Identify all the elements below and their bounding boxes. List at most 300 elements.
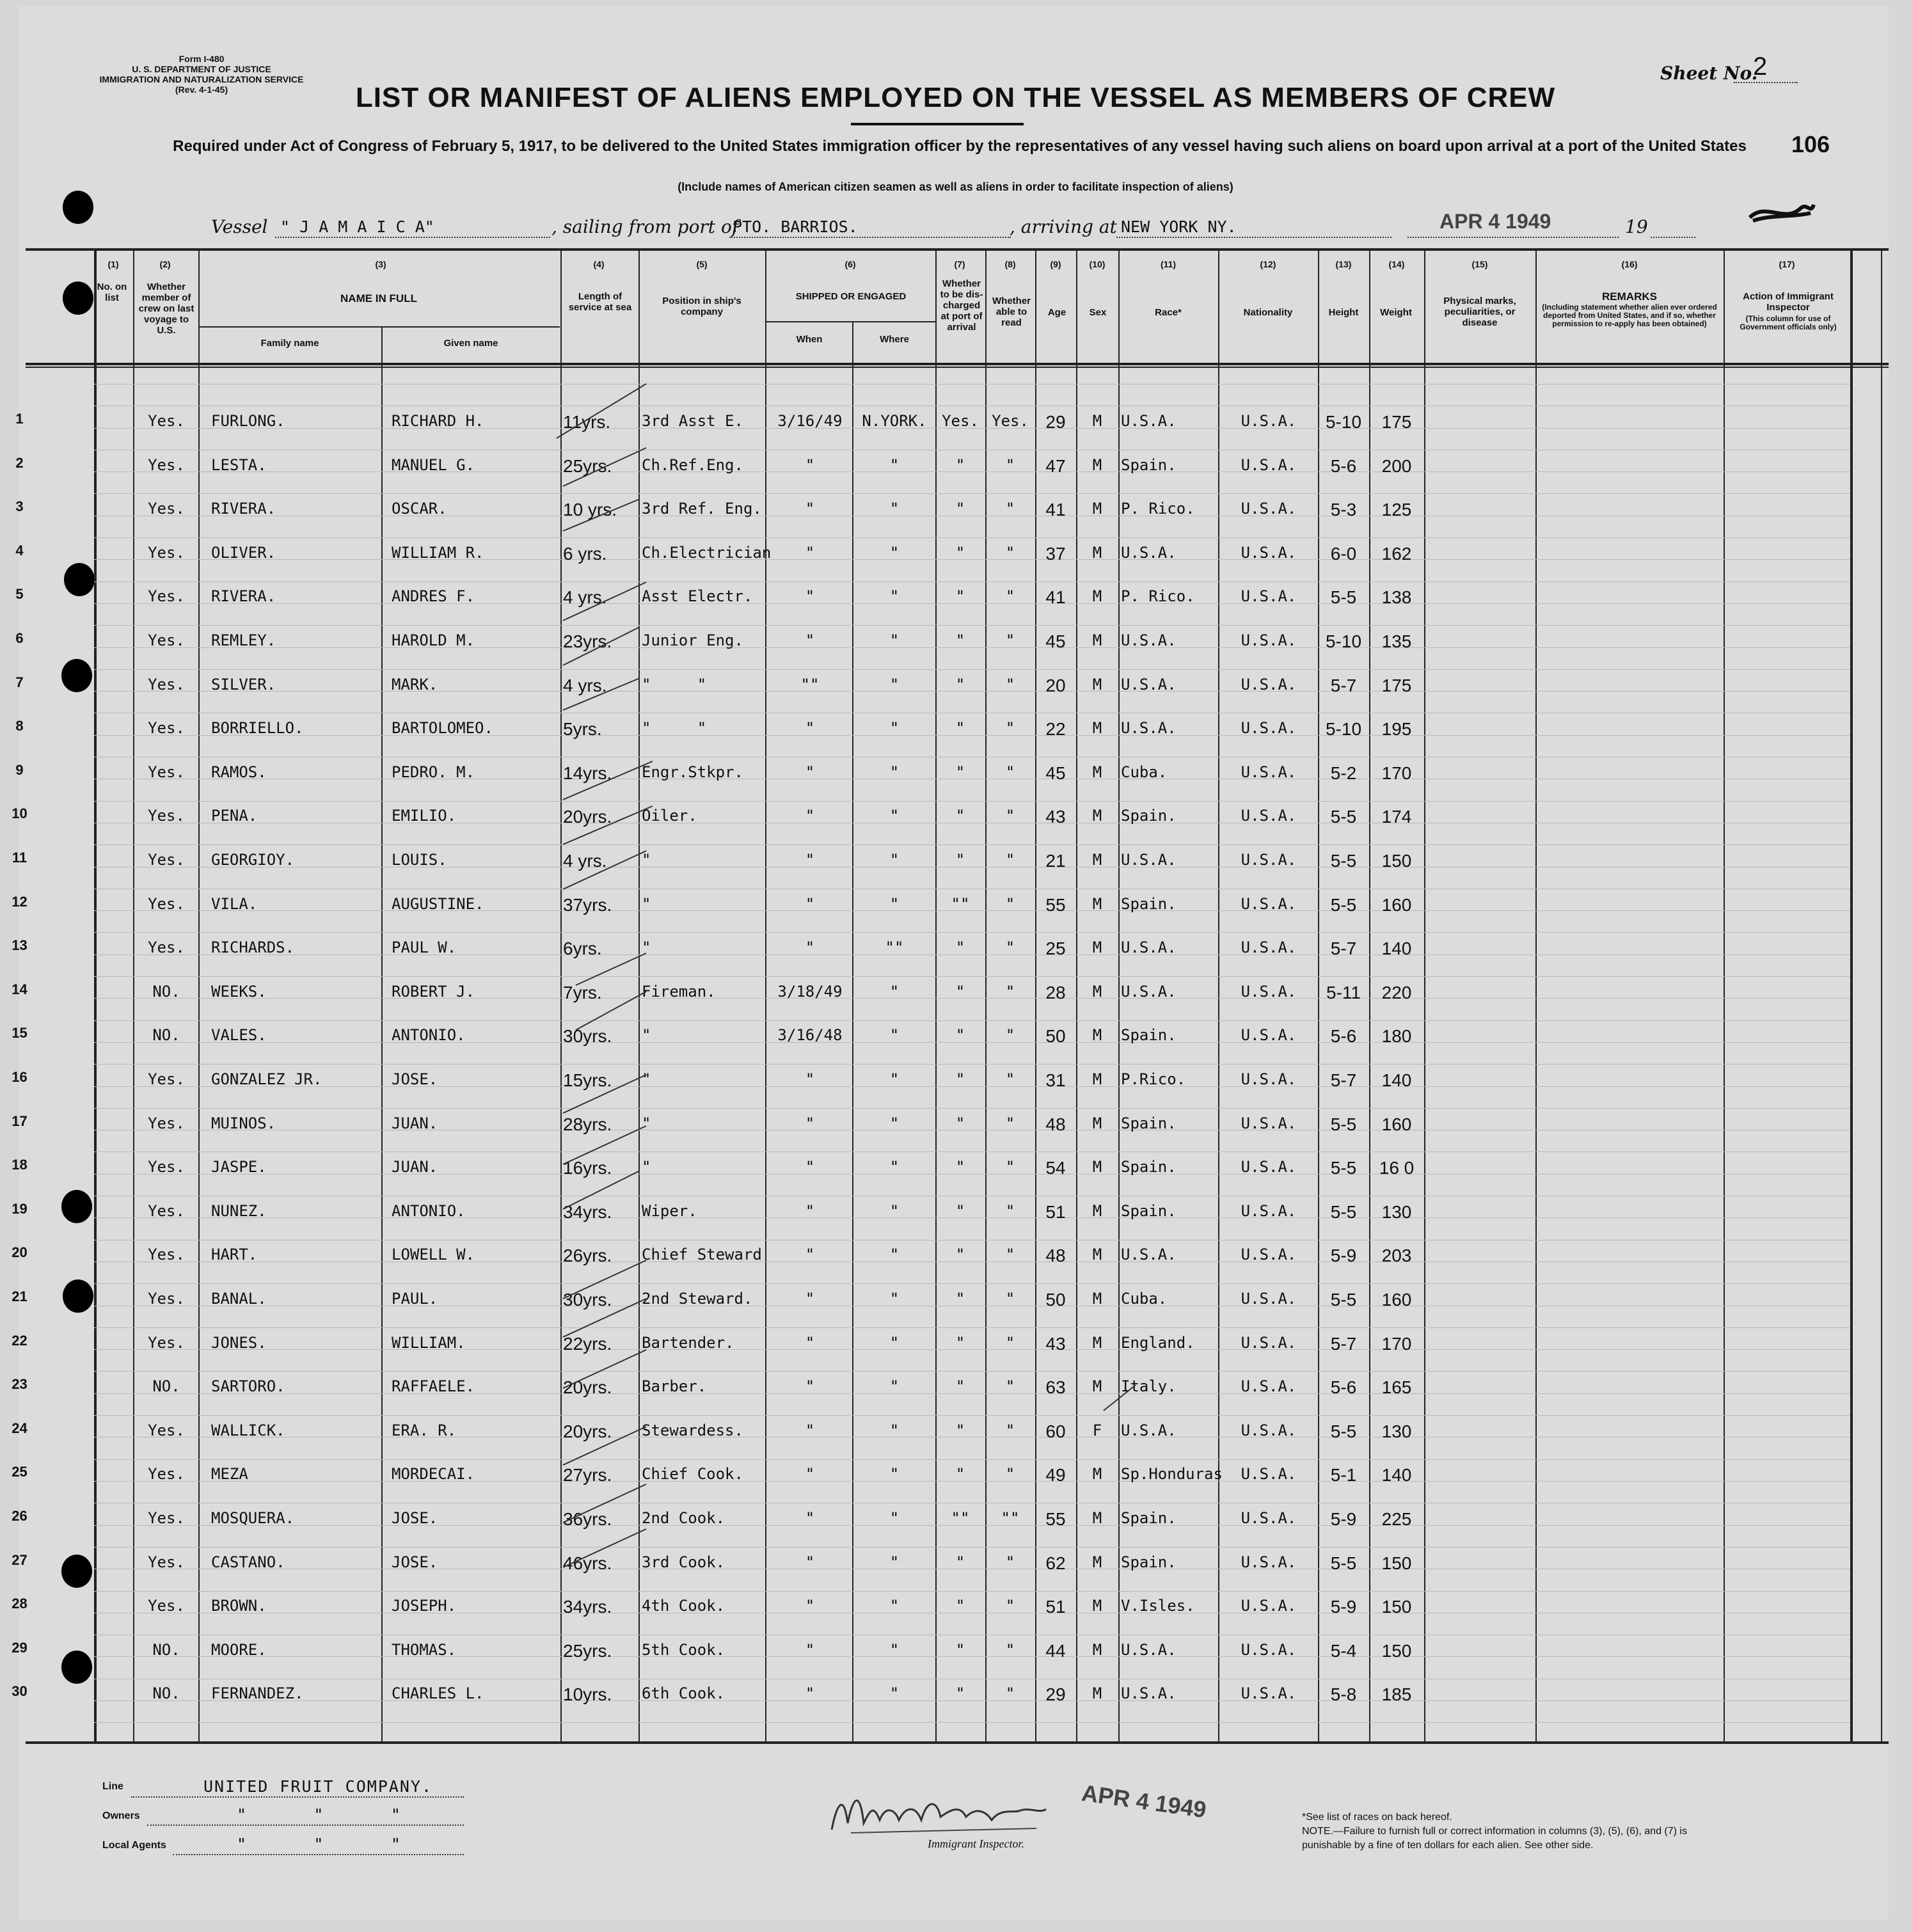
cell-race: U.S.A. — [1121, 938, 1177, 956]
cell-when: " — [805, 631, 815, 649]
cell-weight: 16 0 — [1379, 1158, 1415, 1178]
cell-where: " — [889, 1597, 900, 1615]
cell-last: Yes. — [148, 1597, 185, 1615]
cell-where: " — [889, 456, 900, 474]
cell-sex: M — [1092, 1684, 1102, 1702]
cell-age: 43 — [1045, 1334, 1066, 1354]
cell-age: 50 — [1045, 1290, 1066, 1310]
cell-family: MEZA — [211, 1465, 248, 1483]
cell-sex: M — [1092, 1377, 1102, 1395]
cell-position: Asst Electr. — [642, 587, 753, 605]
cell-read: " — [1005, 631, 1015, 649]
cell-position: Wiper. — [642, 1202, 697, 1220]
table-row — [0, 762, 1911, 788]
cell-height: 5-5 — [1330, 1114, 1357, 1134]
cell-race: U.S.A. — [1121, 1246, 1177, 1263]
cell-disch: " — [955, 1114, 965, 1132]
cell-nat: U.S.A. — [1241, 1597, 1297, 1615]
cell-read: " — [1005, 983, 1015, 1001]
cell-read: " — [1005, 719, 1015, 737]
cell-no: 21 — [12, 1288, 28, 1304]
cell-race: Spain. — [1121, 1553, 1177, 1571]
cell-age: 63 — [1045, 1377, 1066, 1397]
cell-disch: " — [955, 1597, 965, 1615]
cell-last: Yes. — [148, 500, 185, 518]
cell-disch: " — [955, 1070, 965, 1088]
cell-service: 20yrs. — [563, 1377, 612, 1397]
cell-age: 49 — [1045, 1465, 1066, 1485]
ruled-line — [94, 801, 1850, 802]
cell-height: 5-9 — [1330, 1597, 1357, 1617]
ruled-line — [94, 669, 1850, 670]
col-header-weight: Weight — [1380, 307, 1412, 318]
races-footnote: *See list of races on back hereof. — [1302, 1812, 1452, 1823]
line-field-line — [131, 1796, 464, 1798]
cell-weight: 150 — [1381, 1597, 1412, 1617]
cell-last: Yes. — [148, 895, 185, 913]
cell-position: 6th Cook. — [642, 1684, 726, 1702]
cell-no: 8 — [15, 718, 24, 734]
cell-disch: " — [955, 1334, 965, 1352]
cell-where: N.YORK. — [862, 412, 927, 430]
cell-nat: U.S.A. — [1241, 1202, 1297, 1220]
cell-race: Italy. — [1121, 1377, 1177, 1395]
cell-race: Spain. — [1121, 456, 1177, 474]
form-dept: U. S. DEPARTMENT OF JUSTICE — [132, 64, 271, 74]
table-row — [0, 498, 1911, 524]
cell-position: 3rd Asst E. — [642, 412, 743, 430]
cell-read: " — [1005, 1597, 1015, 1615]
cell-age: 51 — [1045, 1597, 1066, 1617]
scribble-mark — [1747, 195, 1817, 227]
cell-read: " — [1005, 587, 1015, 605]
table-row — [0, 1640, 1911, 1665]
cell-given: JUAN. — [392, 1114, 438, 1132]
cell-given: OSCAR. — [392, 500, 447, 518]
ruled-line — [94, 1722, 1850, 1723]
cell-weight: 185 — [1381, 1684, 1412, 1704]
cell-position: " — [642, 1158, 651, 1176]
cell-height: 5-5 — [1330, 1202, 1357, 1222]
cell-race: U.S.A. — [1121, 1684, 1177, 1702]
ruled-line — [94, 1020, 1850, 1021]
cell-nat: U.S.A. — [1241, 938, 1297, 956]
cell-when: " — [805, 1421, 815, 1439]
table-row — [0, 850, 1911, 875]
cell-sex: M — [1092, 1641, 1102, 1659]
column-number: (16) — [1621, 259, 1638, 269]
cell-nat: U.S.A. — [1241, 983, 1297, 1001]
cell-nat: U.S.A. — [1241, 587, 1297, 605]
cell-read: " — [1005, 1158, 1015, 1176]
cell-last: Yes. — [148, 938, 185, 956]
col-header-age: Age — [1047, 307, 1067, 318]
cell-family: JASPE. — [211, 1158, 267, 1176]
col-header-last-voyage: Whether member of crew on last voyage to U.S. — [138, 281, 194, 336]
cell-when: " — [805, 1158, 815, 1176]
cell-weight: 203 — [1381, 1246, 1412, 1265]
cell-position: " — [642, 851, 651, 869]
cell-last: NO. — [152, 1684, 180, 1702]
cell-weight: 162 — [1381, 544, 1412, 564]
cell-disch: "" — [951, 1509, 970, 1527]
table-row — [0, 1113, 1911, 1139]
cell-service: 28yrs. — [563, 1114, 612, 1134]
cell-weight: 125 — [1381, 500, 1412, 519]
form-revision: (Rev. 4-1-45) — [175, 84, 228, 95]
cell-given: RICHARD H. — [392, 412, 484, 430]
cell-family: WEEKS. — [211, 983, 267, 1001]
cell-height: 6-0 — [1330, 544, 1357, 564]
cell-when: " — [805, 587, 815, 605]
cell-service: 20yrs. — [563, 1421, 612, 1441]
cell-weight: 175 — [1381, 676, 1412, 695]
cell-when: " — [805, 938, 815, 956]
cell-where: " — [889, 676, 900, 693]
cell-nat: U.S.A. — [1241, 456, 1297, 474]
table-row — [0, 937, 1911, 963]
table-row — [0, 1420, 1911, 1446]
cell-age: 51 — [1045, 1202, 1066, 1222]
vessel-label: Vessel — [211, 216, 268, 237]
cell-read: " — [1005, 1290, 1015, 1308]
cell-service: 15yrs. — [563, 1070, 612, 1090]
cell-position: " — [642, 1026, 651, 1044]
cell-sex: M — [1092, 1334, 1102, 1352]
column-number: (11) — [1160, 259, 1177, 269]
cell-last: NO. — [152, 983, 180, 1001]
cell-last: Yes. — [148, 1553, 185, 1571]
page-subtitle: Required under Act of Congress of February 5, 1917, to be delivered to the United States immigration officer by the representatives of any vessel having such aliens on board upon arrival at a port of the United States — [173, 138, 1747, 155]
cell-position: Junior Eng. — [642, 631, 743, 649]
cell-sex: M — [1092, 500, 1102, 518]
cell-disch: " — [955, 851, 965, 869]
date-field-line — [1407, 237, 1619, 238]
cell-where: " — [889, 1158, 900, 1176]
cell-age: 45 — [1045, 763, 1066, 783]
cell-disch: " — [955, 1641, 965, 1659]
cell-given: WILLIAM R. — [392, 544, 484, 562]
cell-given: ROBERT J. — [392, 983, 475, 1001]
cell-service: 6yrs. — [563, 938, 602, 958]
cell-when: " — [805, 1597, 815, 1615]
cell-family: RICHARDS. — [211, 938, 295, 956]
header-bottom-border — [26, 363, 1889, 365]
vessel-name: " J A M A I C A" — [280, 218, 434, 236]
cell-when: " — [805, 851, 815, 869]
cell-read: " — [1005, 1070, 1015, 1088]
cell-given: LOUIS. — [392, 851, 447, 869]
cell-service: 23yrs. — [563, 631, 612, 651]
cell-position: Chief Cook. — [642, 1465, 743, 1483]
owners-label: Owners — [102, 1810, 140, 1821]
cell-age: 62 — [1045, 1553, 1066, 1573]
cell-position: " — [642, 1114, 651, 1132]
punch-hole — [63, 281, 93, 315]
table-row — [0, 718, 1911, 743]
table-row — [0, 894, 1911, 919]
cell-nat: U.S.A. — [1241, 763, 1297, 781]
cell-weight: 200 — [1381, 456, 1412, 476]
cell-family: HART. — [211, 1246, 258, 1263]
form-number: Form I-480 — [178, 54, 225, 64]
cell-position: 2nd Steward. — [642, 1290, 753, 1308]
cell-height: 5-5 — [1330, 807, 1357, 827]
cell-no: 24 — [12, 1420, 28, 1436]
cell-weight: 150 — [1381, 1641, 1412, 1661]
page-title: LIST OR MANIFEST OF ALIENS EMPLOYED ON THE VESSEL AS MEMBERS OF CREW — [355, 82, 1556, 113]
cell-given: JUAN. — [392, 1158, 438, 1176]
cell-disch: " — [955, 1290, 965, 1308]
col-header-race: Race* — [1155, 307, 1182, 318]
cell-where: " — [889, 719, 900, 737]
ruled-line — [94, 1547, 1850, 1548]
cell-last: Yes. — [148, 676, 185, 693]
cell-disch: " — [955, 587, 965, 605]
cell-service: 5yrs. — [563, 719, 602, 739]
cell-height: 5-6 — [1330, 1026, 1357, 1046]
cell-last: Yes. — [148, 807, 185, 825]
cell-family: MOORE. — [211, 1641, 267, 1659]
cell-disch: " — [955, 544, 965, 562]
cell-weight: 165 — [1381, 1377, 1412, 1397]
cell-when: " — [805, 1465, 815, 1483]
cell-position: 3rd Ref. Eng. — [642, 500, 762, 518]
table-row — [0, 411, 1911, 436]
cell-race: P. Rico. — [1121, 500, 1195, 518]
cell-age: 21 — [1045, 851, 1066, 871]
cell-height: 5-6 — [1330, 456, 1357, 476]
cell-family: GEORGIOY. — [211, 851, 295, 869]
cell-disch: " — [955, 719, 965, 737]
cell-nat: U.S.A. — [1241, 1158, 1297, 1176]
receipt-date-stamp: APR 4 1949 — [1080, 1779, 1209, 1823]
cell-last: Yes. — [148, 1202, 185, 1220]
cell-family: GONZALEZ JR. — [211, 1070, 322, 1088]
cell-family: BORRIELLO. — [211, 719, 304, 737]
cell-nat: U.S.A. — [1241, 851, 1297, 869]
cell-position: Oiler. — [642, 807, 697, 825]
cell-nat: U.S.A. — [1241, 1684, 1297, 1702]
cell-where: " — [889, 1553, 900, 1571]
cell-when: " — [805, 719, 815, 737]
cell-age: 48 — [1045, 1246, 1066, 1265]
cell-where: " — [889, 500, 900, 518]
col-header-sex: Sex — [1089, 307, 1107, 318]
cell-read: " — [1005, 851, 1015, 869]
cell-height: 5-9 — [1330, 1509, 1357, 1529]
table-row — [0, 1288, 1911, 1314]
cell-race: U.S.A. — [1121, 676, 1177, 693]
cell-family: SILVER. — [211, 676, 276, 693]
cell-last: Yes. — [148, 1246, 185, 1263]
col-header-inspector-action: Action of Immigrant Inspector — [1743, 291, 1834, 313]
cell-disch: " — [955, 676, 965, 693]
cell-position: Ch.Ref.Eng. — [642, 456, 743, 474]
table-row — [0, 1683, 1911, 1709]
cell-nat: U.S.A. — [1241, 1465, 1297, 1483]
cell-family: JONES. — [211, 1334, 267, 1352]
ruled-line — [94, 493, 1850, 494]
cell-height: 5-3 — [1330, 500, 1357, 519]
cell-family: LESTA. — [211, 456, 267, 474]
cell-service: 25yrs. — [563, 1641, 612, 1661]
cell-sex: M — [1092, 544, 1102, 562]
cell-last: NO. — [152, 1641, 180, 1659]
cell-given: CHARLES L. — [392, 1684, 484, 1702]
table-row — [0, 1333, 1911, 1358]
line-value: UNITED FRUIT COMPANY. — [203, 1777, 433, 1796]
cell-read: " — [1005, 1377, 1015, 1395]
column-number: (13) — [1335, 259, 1352, 269]
cell-where: " — [889, 1421, 900, 1439]
table-row — [0, 586, 1911, 612]
column-number: (5) — [696, 259, 708, 269]
col-header-no: No. on list — [97, 281, 127, 303]
cell-when: " — [805, 1684, 815, 1702]
cell-sex: M — [1092, 807, 1102, 825]
cell-height: 5-5 — [1330, 1421, 1357, 1441]
cell-where: " — [889, 1246, 900, 1263]
cell-age: 44 — [1045, 1641, 1066, 1661]
cell-family: VALES. — [211, 1026, 267, 1044]
cell-weight: 160 — [1381, 1290, 1412, 1310]
cell-no: 23 — [12, 1376, 28, 1392]
cell-last: Yes. — [148, 412, 185, 430]
col-header-remarks-note: (Including statement whether alien ever ordered deported from United States, and if so, whether permission to re-apply has been obtained) — [1542, 303, 1717, 328]
cell-age: 29 — [1045, 1684, 1066, 1704]
col-header-height: Height — [1328, 307, 1359, 318]
cell-disch: " — [955, 1377, 965, 1395]
cell-last: Yes. — [148, 631, 185, 649]
cell-weight: 170 — [1381, 763, 1412, 783]
cell-race: U.S.A. — [1121, 1421, 1177, 1439]
table-row — [0, 542, 1911, 568]
cell-sex: M — [1092, 1597, 1102, 1615]
column-number: (1) — [107, 259, 119, 269]
cell-no: 17 — [12, 1113, 28, 1129]
cell-when: " — [805, 1553, 815, 1571]
cell-service: 4 yrs. — [563, 587, 607, 607]
cell-service: 26yrs. — [563, 1246, 612, 1265]
cell-disch: " — [955, 1158, 965, 1176]
cell-race: Spain. — [1121, 1158, 1177, 1176]
cell-weight: 130 — [1381, 1421, 1412, 1441]
cell-nat: U.S.A. — [1241, 676, 1297, 693]
col-header-family-name: Family name — [260, 338, 319, 349]
col-header-where: Where — [880, 334, 909, 345]
col-header-shipped: SHIPPED OR ENGAGED — [795, 291, 907, 302]
cell-race: U.S.A. — [1121, 412, 1177, 430]
table-top-border — [26, 248, 1889, 251]
cell-given: BARTOLOMEO. — [392, 719, 493, 737]
year-field-line — [1651, 237, 1695, 238]
cell-no: 26 — [12, 1508, 28, 1524]
cell-when: " — [805, 500, 815, 518]
cell-disch: Yes. — [942, 412, 979, 430]
cell-where: " — [889, 1026, 900, 1044]
cell-read: " — [1005, 676, 1015, 693]
cell-service: 34yrs. — [563, 1597, 612, 1617]
table-row — [0, 455, 1911, 480]
cell-nat: U.S.A. — [1241, 1334, 1297, 1352]
cell-no: 5 — [15, 586, 24, 602]
agents-value: " " " — [237, 1835, 400, 1853]
cell-position: " — [642, 1070, 651, 1088]
cell-height: 5-10 — [1325, 631, 1362, 651]
line-label: Line — [102, 1781, 123, 1792]
cell-height: 5-7 — [1330, 938, 1357, 958]
cell-no: 20 — [12, 1244, 28, 1260]
cell-age: 48 — [1045, 1114, 1066, 1134]
col-header-nationality: Nationality — [1243, 307, 1293, 318]
cell-nat: U.S.A. — [1241, 1641, 1297, 1659]
cell-last: Yes. — [148, 1290, 185, 1308]
cell-weight: 175 — [1381, 412, 1412, 432]
cell-family: RIVERA. — [211, 587, 276, 605]
cell-family: OLIVER. — [211, 544, 276, 562]
vessel-field-line — [275, 237, 550, 238]
table-row — [0, 1464, 1911, 1489]
cell-when: 3/16/48 — [777, 1026, 843, 1044]
cell-weight: 174 — [1381, 807, 1412, 827]
cell-service: 4 yrs. — [563, 676, 607, 695]
cell-position: 2nd Cook. — [642, 1509, 726, 1527]
cell-nat: U.S.A. — [1241, 412, 1297, 430]
cell-disch: "" — [951, 895, 970, 913]
table-row — [0, 1244, 1911, 1270]
cell-nat: U.S.A. — [1241, 1026, 1297, 1044]
cell-given: JOSE. — [392, 1553, 438, 1571]
cell-service: 34yrs. — [563, 1202, 612, 1222]
cell-nat: U.S.A. — [1241, 807, 1297, 825]
cell-disch: " — [955, 983, 965, 1001]
shipped-subheader-rule — [765, 321, 935, 322]
cell-race: P.Rico. — [1121, 1070, 1186, 1088]
cell-given: ERA. R. — [392, 1421, 457, 1439]
cell-position: 3rd Cook. — [642, 1553, 726, 1571]
cell-position: Chief Steward — [642, 1246, 762, 1263]
cell-age: 25 — [1045, 938, 1066, 958]
cell-service: 46yrs. — [563, 1553, 612, 1573]
cell-given: PAUL. — [392, 1290, 438, 1308]
cell-read: " — [1005, 1114, 1015, 1132]
cell-family: SARTORO. — [211, 1377, 285, 1395]
cell-age: 47 — [1045, 456, 1066, 476]
cell-weight: 225 — [1381, 1509, 1412, 1529]
sailing-from: PTO. BARRIOS. — [733, 218, 858, 236]
cell-age: 20 — [1045, 676, 1066, 695]
cell-height: 5-7 — [1330, 1070, 1357, 1090]
cell-given: MORDECAI. — [392, 1465, 475, 1483]
cell-read: " — [1005, 544, 1015, 562]
cell-position: Ch.Electrician — [642, 544, 772, 562]
cell-sex: M — [1092, 763, 1102, 781]
cell-height: 5-7 — [1330, 1334, 1357, 1354]
table-row — [0, 674, 1911, 700]
cell-race: Cuba. — [1121, 1290, 1168, 1308]
cell-last: Yes. — [148, 1421, 185, 1439]
cell-sex: M — [1092, 1158, 1102, 1176]
cell-given: THOMAS. — [392, 1641, 457, 1659]
cell-when: " — [805, 1070, 815, 1088]
cell-where: " — [889, 983, 900, 1001]
cell-disch: " — [955, 631, 965, 649]
cell-race: Sp.Honduras — [1121, 1465, 1223, 1483]
cell-no: 25 — [12, 1464, 28, 1480]
cell-position: Fireman. — [642, 983, 716, 1001]
cell-family: VILA. — [211, 895, 258, 913]
